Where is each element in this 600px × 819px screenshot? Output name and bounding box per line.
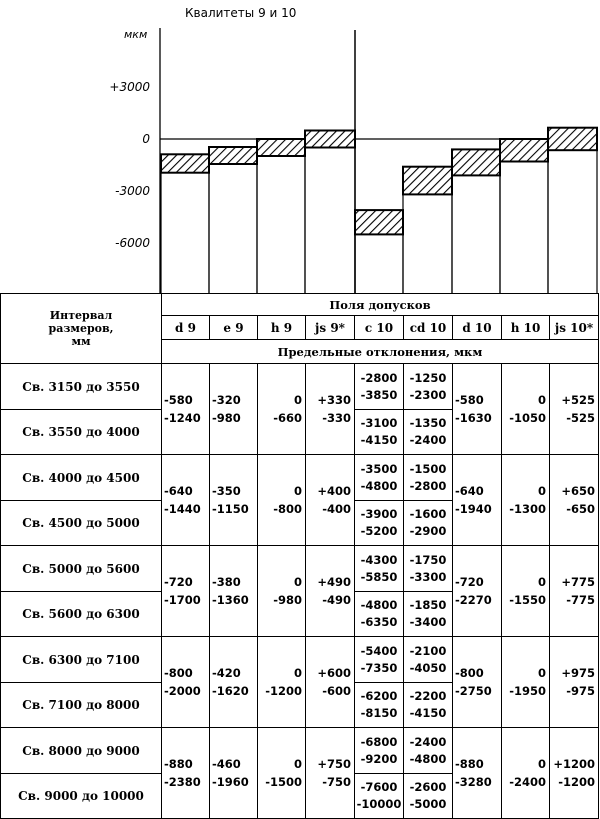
deviation-cell-d9: -800 -2000 (162, 637, 210, 728)
y-tick-label: -3000 (115, 184, 150, 198)
band-column-js9 (305, 147, 355, 293)
tolerance-band-d10 (452, 149, 500, 175)
tolerance-table (0, 293, 599, 819)
deviation-cell-js9: +400 -400 (306, 455, 355, 546)
column-header: cd 10 (404, 316, 453, 340)
deviation-cell-c10: -4300 -5850 (355, 546, 404, 592)
deviation-cell-d9: -720 -1700 (162, 546, 210, 637)
deviation-cell-cd10: -2200 -4150 (404, 683, 453, 728)
deviation-cell-cd10: -2100 -4050 (404, 637, 453, 683)
deviation-cell-d9: -640 -1440 (162, 455, 210, 546)
band-column-c10 (355, 234, 403, 293)
y-tick-label: -6000 (115, 236, 150, 250)
band-column-h9 (257, 156, 305, 293)
tolerance-band-h10 (500, 139, 548, 162)
band-column-cd10 (403, 194, 452, 293)
column-header: js 10* (550, 316, 599, 340)
band-column-d10 (452, 175, 500, 293)
deviation-cell-c10: -7600 -10000 (355, 774, 404, 819)
deviation-cell-js10: +975 -975 (550, 637, 599, 728)
deviation-cell-cd10: -1750 -3300 (404, 546, 453, 592)
deviation-cell-h10: 0 -1300 (502, 455, 550, 546)
deviation-cell-js10: +525 -525 (550, 364, 599, 455)
deviation-cell-c10: -6200 -8150 (355, 683, 404, 728)
deviation-cell-d10: -880 -3280 (453, 728, 502, 819)
tolerance-chart (0, 0, 600, 295)
deviation-cell-js9: +330 -330 (306, 364, 355, 455)
header-interval: Интервал размеров, мм (1, 294, 162, 364)
deviation-cell-d10: -800 -2750 (453, 637, 502, 728)
deviation-cell-js9: +750 -750 (306, 728, 355, 819)
size-range: Св. 9000 до 10000 (1, 774, 162, 819)
tolerance-band-js10 (548, 128, 597, 151)
deviation-cell-d9: -880 -2380 (162, 728, 210, 819)
deviation-cell-h10: 0 -1550 (502, 546, 550, 637)
size-range: Св. 4000 до 4500 (1, 455, 162, 501)
deviation-cell-d10: -640 -1940 (453, 455, 502, 546)
column-header: d 9 (162, 316, 210, 340)
tolerance-band-d9 (161, 154, 209, 172)
deviation-cell-h9: 0 -1500 (258, 728, 306, 819)
column-header: d 10 (453, 316, 502, 340)
deviation-cell-c10: -3900 -5200 (355, 501, 404, 546)
column-header: h 9 (258, 316, 306, 340)
deviation-cell-cd10: -2400 -4800 (404, 728, 453, 774)
size-range: Св. 3150 до 3550 (1, 364, 162, 410)
size-range: Св. 3550 до 4000 (1, 410, 162, 455)
column-header: h 10 (502, 316, 550, 340)
deviation-cell-js10: +1200 -1200 (550, 728, 599, 819)
column-header: js 9* (306, 316, 355, 340)
deviation-cell-d9: -580 -1240 (162, 364, 210, 455)
deviation-cell-e9: -350 -1150 (210, 455, 258, 546)
size-range: Св. 5600 до 6300 (1, 592, 162, 637)
size-range: Св. 6300 до 7100 (1, 637, 162, 683)
deviation-cell-h9: 0 -800 (258, 455, 306, 546)
deviation-cell-c10: -3500 -4800 (355, 455, 404, 501)
size-range: Св. 7100 до 8000 (1, 683, 162, 728)
size-range: Св. 4500 до 5000 (1, 501, 162, 546)
deviation-cell-d10: -720 -2270 (453, 546, 502, 637)
tolerance-band-c10 (355, 210, 403, 234)
deviation-cell-h9: 0 -980 (258, 546, 306, 637)
tolerance-band-h9 (257, 139, 305, 156)
deviation-cell-h10: 0 -2400 (502, 728, 550, 819)
y-tick-label: +3000 (109, 80, 150, 94)
deviation-cell-js10: +650 -650 (550, 455, 599, 546)
deviation-cell-e9: -460 -1960 (210, 728, 258, 819)
band-column-js10 (548, 150, 597, 293)
header-deviations: Предельные отклонения, мкм (162, 340, 599, 364)
deviation-cell-c10: -2800 -3850 (355, 364, 404, 410)
deviation-cell-cd10: -1250 -2300 (404, 364, 453, 410)
deviation-cell-c10: -5400 -7350 (355, 637, 404, 683)
deviation-cell-cd10: -1600 -2900 (404, 501, 453, 546)
tolerance-band-e9 (209, 147, 257, 164)
y-axis-unit-label: мкм (124, 28, 148, 41)
deviation-cell-cd10: -1350 -2400 (404, 410, 453, 455)
deviation-cell-e9: -320 -980 (210, 364, 258, 455)
deviation-cell-d10: -580 -1630 (453, 364, 502, 455)
deviation-cell-h9: 0 -1200 (258, 637, 306, 728)
band-column-h10 (500, 162, 548, 293)
deviation-cell-e9: -420 -1620 (210, 637, 258, 728)
band-column-d9 (161, 173, 209, 293)
size-range: Св. 5000 до 5600 (1, 546, 162, 592)
deviation-cell-c10: -3100 -4150 (355, 410, 404, 455)
column-header: e 9 (210, 316, 258, 340)
chart-title: Квалитеты 9 и 10 (185, 6, 297, 20)
column-header: c 10 (355, 316, 404, 340)
header-fields: Поля допусков (162, 294, 599, 316)
deviation-cell-h9: 0 -660 (258, 364, 306, 455)
deviation-cell-js9: +600 -600 (306, 637, 355, 728)
deviation-cell-e9: -380 -1360 (210, 546, 258, 637)
deviation-cell-cd10: -1500 -2800 (404, 455, 453, 501)
deviation-cell-js9: +490 -490 (306, 546, 355, 637)
tolerance-band-js9 (305, 131, 355, 148)
band-column-e9 (209, 164, 257, 293)
deviation-cell-c10: -4800 -6350 (355, 592, 404, 637)
size-range: Св. 8000 до 9000 (1, 728, 162, 774)
deviation-cell-cd10: -2600 -5000 (404, 774, 453, 819)
deviation-cell-h10: 0 -1950 (502, 637, 550, 728)
deviation-cell-cd10: -1850 -3400 (404, 592, 453, 637)
y-tick-label: 0 (142, 132, 150, 146)
deviation-cell-js10: +775 -775 (550, 546, 599, 637)
deviation-cell-h10: 0 -1050 (502, 364, 550, 455)
tolerance-band-cd10 (403, 167, 452, 195)
deviation-cell-c10: -6800 -9200 (355, 728, 404, 774)
